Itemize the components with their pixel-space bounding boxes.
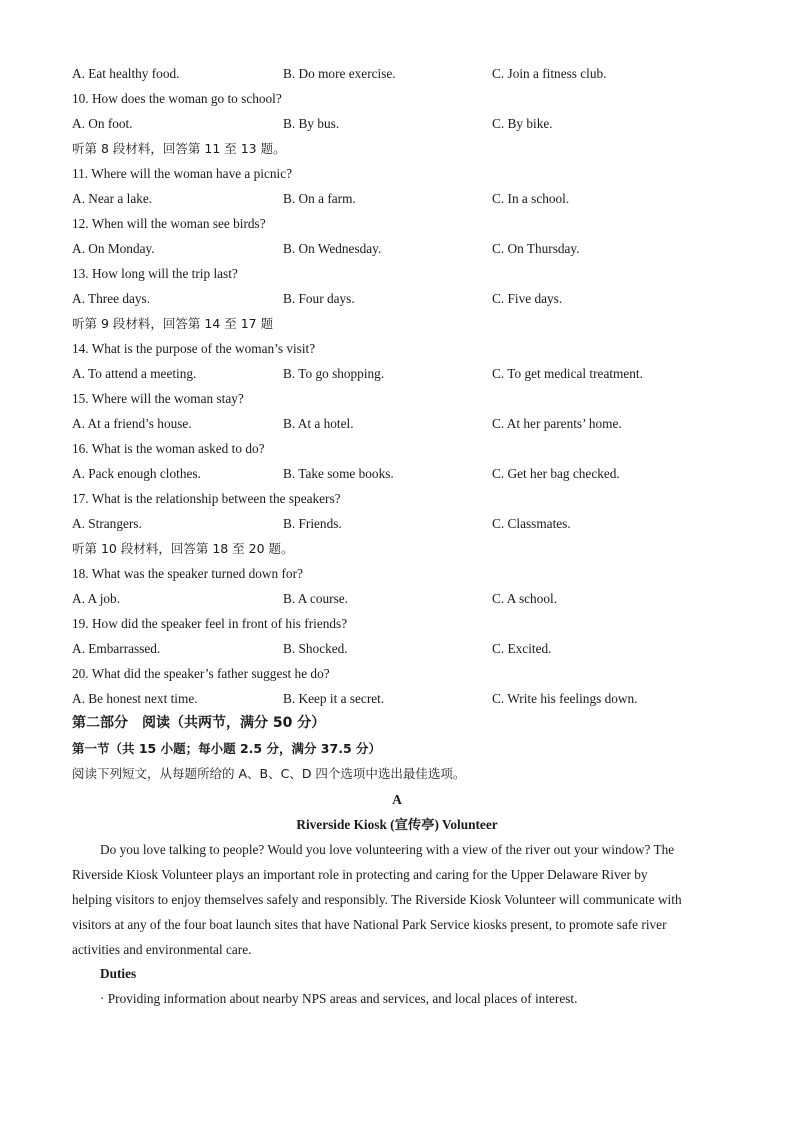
q18-option-a: A. A job. [72, 591, 121, 606]
section-1-title: 第一节（共 15 小题；每小题 2.5 分，满分 37.5 分） [72, 741, 381, 756]
q19-option-a: A. Embarrassed. [72, 641, 161, 656]
q9-option-a: A. Eat healthy food. [72, 66, 180, 81]
q10-option-a: A. On foot. [72, 116, 133, 131]
q20-question: 20. What did the speaker’s father suggest he do? [72, 666, 330, 681]
part-2-title: 第二部分 阅读（共两节，满分 50 分） [72, 715, 326, 731]
q18-question: 18. What was the speaker turned down for? [72, 566, 303, 581]
q15-option-c: C. At her parents’ home. [492, 416, 622, 431]
q17-option-b: B. Friends. [283, 516, 342, 531]
q19-option-b: B. Shocked. [283, 641, 348, 656]
paragraph-line: activities and environmental care. [72, 942, 252, 957]
paragraph-line: helping visitors to enjoy themselves safely and responsibly. The Riverside Kiosk Volunteer will communicate with [72, 892, 682, 907]
q20-option-b: B. Keep it a secret. [283, 691, 385, 706]
q19-option-c: C. Excited. [492, 641, 552, 656]
section-10-instruction: 听第 10 段材料，回答第 18 至 20 题。 [72, 541, 294, 556]
section-9-instruction: 听第 9 段材料，回答第 14 至 17 题 [72, 316, 274, 331]
duties-heading: Duties [100, 966, 137, 981]
q13-question: 13. How long will the trip last? [72, 266, 238, 281]
paragraph-line: visitors at any of the four boat launch sites that have National Park Service kiosks present, to promote safe river [72, 917, 667, 932]
q19-question: 19. How did the speaker feel in front of his friends? [72, 616, 348, 631]
q18-option-b: B. A course. [283, 591, 349, 606]
reading-instructions: 阅读下列短文，从每题所给的 A、B、C、D 四个选项中选出最佳选项。 [72, 766, 466, 781]
q12-option-a: A. On Monday. [72, 241, 155, 256]
q17-option-a: A. Strangers. [72, 516, 142, 531]
q11-option-c: C. In a school. [492, 191, 570, 206]
q14-question: 14. What is the purpose of the woman’s visit? [72, 341, 316, 356]
q11-question: 11. Where will the woman have a picnic? [72, 166, 293, 181]
q13-option-a: A. Three days. [72, 291, 151, 306]
q12-option-c: C. On Thursday. [492, 241, 580, 256]
q12-option-b: B. On Wednesday. [283, 241, 382, 256]
q15-option-a: A. At a friend’s house. [72, 416, 192, 431]
passage-title: Riverside Kiosk (宣传亭) Volunteer [296, 817, 498, 832]
q13-option-b: B. Four days. [283, 291, 355, 306]
q10-option-b: B. By bus. [283, 116, 340, 131]
q16-option-c: C. Get her bag checked. [492, 466, 620, 481]
paragraph-line: Do you love talking to people? Would you love volunteering with a view of the river out your window? The [100, 842, 675, 857]
q14-option-c: C. To get medical treatment. [492, 366, 643, 381]
q16-question: 16. What is the woman asked to do? [72, 441, 265, 456]
q10-question: 10. How does the woman go to school? [72, 91, 282, 106]
paragraph-line: Riverside Kiosk Volunteer plays an important role in protecting and caring for the Upper Delaware River by [72, 867, 648, 882]
q9-option-c: C. Join a fitness club. [492, 66, 607, 81]
q17-question: 17. What is the relationship between the speakers? [72, 491, 341, 506]
q11-option-b: B. On a farm. [283, 191, 356, 206]
q11-option-a: A. Near a lake. [72, 191, 153, 206]
passage-label: A [392, 792, 402, 807]
q15-question: 15. Where will the woman stay? [72, 391, 244, 406]
q13-option-c: C. Five days. [492, 291, 563, 306]
q15-option-b: B. At a hotel. [283, 416, 354, 431]
duty-item: · Providing information about nearby NPS areas and services, and local places of interest. [100, 991, 578, 1006]
passage-paragraph [72, 837, 722, 962]
q9-option-b: B. Do more exercise. [283, 66, 396, 81]
q14-option-a: A. To attend a meeting. [72, 366, 197, 381]
q20-option-c: C. Write his feelings down. [492, 691, 638, 706]
q16-option-a: A. Pack enough clothes. [72, 466, 201, 481]
section-8-instruction: 听第 8 段材料，回答第 11 至 13 题。 [72, 141, 286, 156]
q18-option-c: C. A school. [492, 591, 558, 606]
q20-option-a: A. Be honest next time. [72, 691, 198, 706]
q17-option-c: C. Classmates. [492, 516, 571, 531]
q14-option-b: B. To go shopping. [283, 366, 385, 381]
q16-option-b: B. Take some books. [283, 466, 394, 481]
q10-option-c: C. By bike. [492, 116, 553, 131]
q12-question: 12. When will the woman see birds? [72, 216, 266, 231]
